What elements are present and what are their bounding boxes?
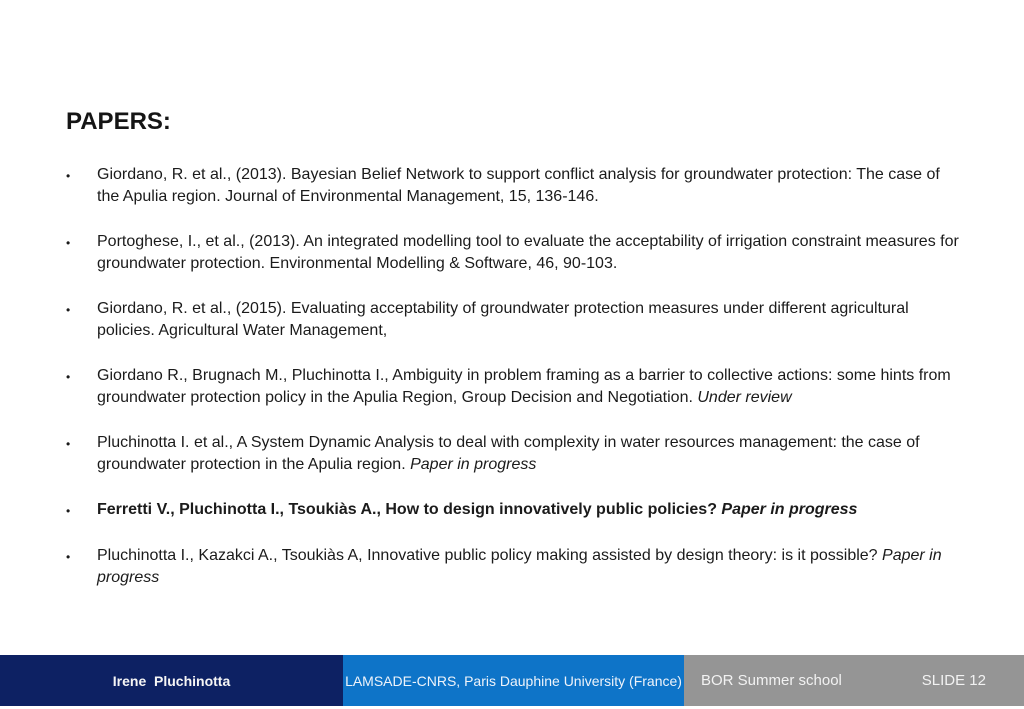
paper-citation [97, 365, 966, 409]
paper-item [66, 545, 966, 589]
citation-text: Pluchinotta I. et al., A System Dynamic Analysis to deal with complexity in water resources management: the case of groundwater protection in the Apulia region. [97, 434, 920, 473]
citation-text: Portoghese, I., et al., (2013). An integrated modelling tool to evaluate the acceptability of irrigation constraint measures for groundwater protection. Environmental Modelling & Software, 46, 90-103. [97, 233, 959, 272]
footer-author-section [0, 655, 343, 706]
citation-text: Pluchinotta I., Kazakci A., Tsoukiàs A, Innovative public policy making assisted by design theory: is it possible? [97, 547, 883, 564]
papers-list [66, 164, 966, 612]
paper-citation [97, 231, 966, 275]
citation-text: Giordano, R. et al., (2013). Bayesian Belief Network to support conflict analysis for groundwater protection: The case of the Apulia region. Journal of Environmental Management, 15, 136-146. [97, 166, 940, 205]
paper-item [66, 365, 966, 409]
footer-affiliation-section [343, 655, 684, 706]
affiliation-text: LAMSADE-CNRS, Paris Dauphine University (France) [345, 672, 682, 689]
bullet-icon: • [66, 504, 71, 518]
bullet-icon: • [66, 169, 71, 183]
paper-citation [97, 499, 857, 522]
paper-citation [97, 545, 966, 589]
paper-item [66, 231, 966, 275]
paper-item [66, 499, 966, 522]
paper-citation [97, 164, 966, 208]
citation-text: Giordano, R. et al., (2015). Evaluating acceptability of groundwater protection measures under different agricultural policies. Agricultural Water Management, [97, 300, 909, 339]
citation-text: Giordano R., Brugnach M., Pluchinotta I., Ambiguity in problem framing as a barrier to collective actions: some hints from groundwater protection policy in the Apulia Region, Group Decision and Negotiation. [97, 367, 951, 406]
paper-citation [97, 432, 966, 476]
bullet-icon: • [66, 236, 71, 250]
footer-bar [0, 655, 1024, 706]
event-name: BOR Summer school [701, 672, 842, 689]
paper-item [66, 298, 966, 342]
page-title: PAPERS: [66, 108, 171, 135]
citation-status: Under review [697, 389, 792, 406]
paper-item [66, 164, 966, 208]
paper-citation [97, 298, 966, 342]
bullet-icon: • [66, 370, 71, 384]
paper-item [66, 432, 966, 476]
citation-text: Ferretti V., Pluchinotta I., Tsoukiàs A., How to design innovatively public policies? [97, 501, 722, 518]
footer-event-section [684, 655, 1024, 706]
bullet-icon: • [66, 550, 71, 564]
author-name: Irene Pluchinotta [112, 672, 231, 689]
citation-status: Paper in progress [721, 501, 858, 518]
citation-status: Paper in progress [97, 547, 942, 586]
citation-status: Paper in progress [410, 456, 537, 473]
slide-number: SLIDE 12 [921, 672, 986, 689]
bullet-icon: • [66, 303, 71, 317]
bullet-icon: • [66, 437, 71, 451]
